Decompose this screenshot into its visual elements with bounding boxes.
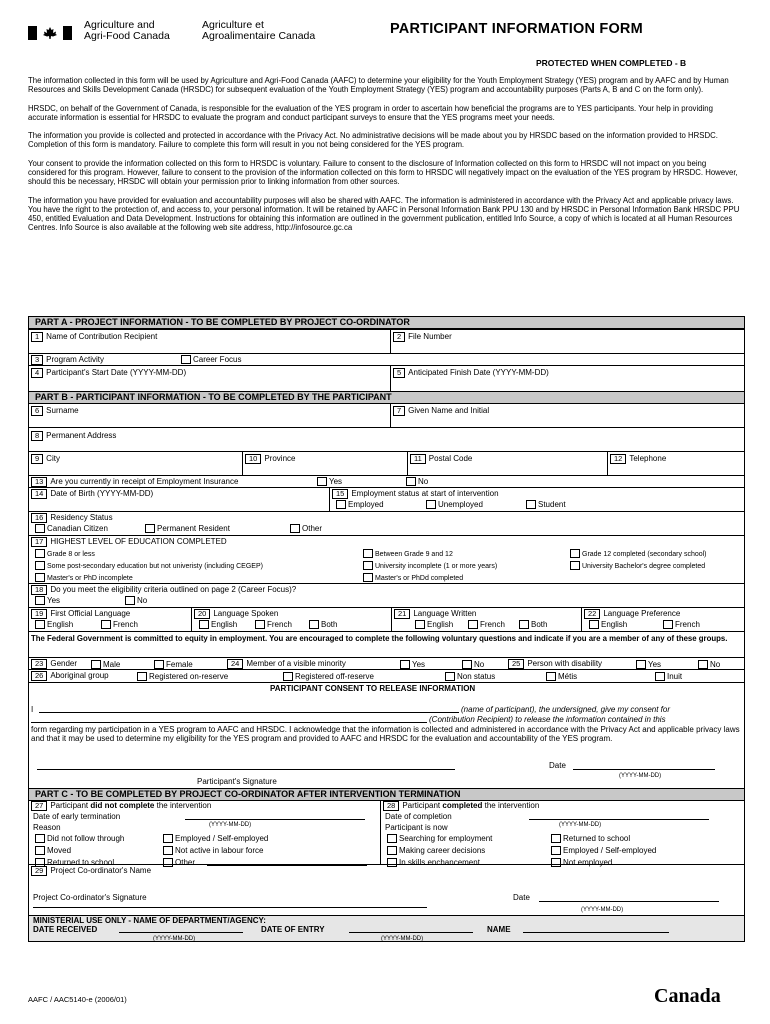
reason-employed-checkbox[interactable] — [163, 834, 173, 843]
aboriginal-inuit-checkbox[interactable] — [655, 672, 665, 681]
written-french-checkbox[interactable] — [468, 620, 478, 629]
student-checkbox[interactable] — [526, 500, 536, 509]
ed-grade8-checkbox[interactable] — [35, 549, 45, 558]
ed-masters-complete-checkbox[interactable] — [363, 573, 373, 582]
field-contribution-recipient[interactable]: Name of Contribution Recipient — [46, 332, 158, 341]
row-17: 17 HIGHEST LEVEL OF EDUCATION COMPLETED Grade 8 or less Between Grade 9 and 12 Grade 12 completed (secondary school) Some post-secondary education but not univeristy (including CEGEP) University incomplete (1 or more years) University Bachelor's degree completed Master's or PhD incomplete Master's or PhDd completed — [29, 535, 744, 583]
written-english-checkbox[interactable] — [415, 620, 425, 629]
reason-not-active-checkbox[interactable] — [163, 846, 173, 855]
reason-moved-checkbox[interactable] — [35, 846, 45, 855]
ei-no-checkbox[interactable] — [406, 477, 416, 486]
row-26: 26 Aboriginal group Registered on-reserve Registered off-reserve Non status Métis Inuit — [29, 669, 744, 682]
row-3: 3 Program Activity Career Focus — [29, 353, 744, 365]
now-career-decisions-checkbox[interactable] — [387, 846, 397, 855]
field-given-name[interactable]: Given Name and Initial — [408, 406, 490, 415]
field-file-number[interactable]: File Number — [408, 332, 452, 341]
consent-title: PARTICIPANT CONSENT TO RELEASE INFORMATION — [270, 684, 476, 693]
intro-paragraph: Your consent to provide the information collected on this form to HRSDC is voluntary. Failure to consent to the disclosure of Information collected on this form to HRSDC will not impact on you being considered for this program. However, failure to consent to the provision of the information collected on this form to HRSDC will negatively impact on the evaluation of the YES program by HRSDC. However, should this be necessary, HRSDC will obtain your permission prior to linking information from other sources. — [28, 159, 738, 187]
field-province[interactable]: Province — [264, 454, 296, 463]
intro-paragraph: The information you provide is collected and protected in accordance with the Privacy Act. No administrative decisions will be made about you by HRSDC based on the information provided to HRSDC. Completion of this form is mandatory. Failure to complete this form will result in you not being considered for the YES program. — [28, 131, 718, 150]
row-16: 16 Residency Status Canadian Citizen Permanent Resident Other — [29, 511, 744, 535]
row-29: 29 Project Co-ordinator's Name Project Co-ordinator's Signature Date (YYYY-MM-DD) — [29, 864, 744, 916]
field-permanent-address[interactable]: Permanent Address — [46, 431, 117, 440]
completion-date-line[interactable] — [529, 819, 709, 820]
recipient-name-line[interactable] — [31, 722, 427, 723]
eligible-no-checkbox[interactable] — [125, 596, 135, 605]
ed-masters-incomplete-checkbox[interactable] — [35, 573, 45, 582]
pref-english-checkbox[interactable] — [589, 620, 599, 629]
consent-body: form regarding my participation in a YES program to AAFC and HRSDC. I acknowledge that the information is collected and administered in accordance with the Privacy Act and applicable privacy laws and that it may be used to determine my eligibility for the YES program and provided to AAFC and HRSDC for the evaluation and accountability of the YES program. — [31, 725, 740, 744]
field-surname[interactable]: Surname — [46, 406, 79, 415]
equity-statement: The Federal Government is committed to equity in employment. You are encouraged to complete the following voluntary questions and indicate if you are a member of any of these groups. — [29, 631, 744, 657]
canadian-citizen-checkbox[interactable] — [35, 524, 45, 533]
employed-checkbox[interactable] — [336, 500, 346, 509]
row-6-7: 6 Surname 7 Given Name and Initial — [29, 403, 744, 427]
canada-wordmark: Canada — [654, 985, 721, 1007]
row-1-2: 1 Name of Contribution Recipient 2 File Number — [29, 329, 744, 353]
now-searching-checkbox[interactable] — [387, 834, 397, 843]
intro-paragraph: The information collected in this form will be used by Agriculture and Agri-Food Canada (AAFC) to determine your eligibility for the Youth Employment Strategy (YES) program and by AAFC and by Human Resources and Skills Development Canada (HRSDC) for subsequent evaluation of the Youth Employment Strategy (YES) program and accountability purposes (Parts A, B and C on the form only). — [28, 76, 729, 95]
row-9-12: 9 City 10 Province 11 Postal Code 12 Telephone — [29, 451, 744, 475]
date-received-line[interactable] — [119, 932, 243, 933]
intro-text — [28, 76, 744, 242]
form-title: PARTICIPANT INFORMATION FORM — [390, 21, 643, 37]
part-b-header: PART B - PARTICIPANT INFORMATION - TO BE COMPLETED BY THE PARTICIPANT — [29, 391, 744, 404]
dept-name-fr: Agriculture et Agroalimentaire Canada — [202, 19, 316, 42]
aboriginal-on-reserve-checkbox[interactable] — [137, 672, 147, 681]
canada-flag-icon — [28, 26, 72, 40]
row-13: 13 Are you currently in receipt of Employment Insurance Yes No — [29, 475, 744, 487]
other-residency-checkbox[interactable] — [290, 524, 300, 533]
ed-grade12-checkbox[interactable] — [570, 549, 580, 558]
now-employed-checkbox[interactable] — [551, 846, 561, 855]
unemployed-checkbox[interactable] — [426, 500, 436, 509]
field-coordinator-name[interactable]: Project Co-ordinator's Name — [50, 866, 152, 875]
intro-paragraph: The information you have provided for evaluation and accountability purposes will also be shared with AAFC. The information is administered in accordance with the Privacy Act and applicable privacy laws. You have the right to the protection of, and access to, your personal information. It will be retained by AAFC in Personal Information Bank PPU 130 and by HRSDC in Personal Information Bank HRSDC PPU 450, entitled Evaluation and Data Development. Instructions for obtaining this information are outlined in the government publication, entitled Info Source, a copy of which is located at all Human Resources Centres. Info Source is also available at the following web site address, http://infosource.gc.ca — [28, 195, 740, 233]
consent-section: PARTICIPANT CONSENT TO RELEASE INFORMATION I (name of participant), the undersigned, give my consent for (Contribution Recipient) to release the information contained in this form regarding my participation in a YES program to AAFC and HRSDC. I acknowledge that the information is collected and administered in accordance with the Privacy Act and applicable privacy laws and that it may be used to determine my eligibility for the YES program and provided to AAFC and HRSDC for the evaluation and accountability of the YES program. Date (YYYY-MM-DD) Participant's Signature — [29, 682, 744, 788]
spoken-french-checkbox[interactable] — [255, 620, 265, 629]
consent-date-line[interactable] — [573, 769, 715, 770]
row-19-22: 19 First Official Language English French 20 Language Spoken English French Both 21 Language Written English French Both 22 Language Preference English French — [29, 607, 744, 631]
ed-bachelor-checkbox[interactable] — [570, 561, 580, 570]
early-termination-date-line[interactable] — [185, 819, 365, 820]
part-a-header: PART A - PROJECT INFORMATION - TO BE COMPLETED BY PROJECT CO-ORDINATOR — [29, 317, 744, 329]
part-c-header: PART C - TO BE COMPLETED BY PROJECT CO-ORDINATOR AFTER INTERVENTION TERMINATION — [29, 788, 744, 801]
field-telephone[interactable]: Telephone — [629, 454, 667, 463]
ministerial-name-line[interactable] — [523, 932, 669, 933]
pref-french-checkbox[interactable] — [663, 620, 673, 629]
intro-paragraph: HRSDC, on behalf of the Government of Canada, is responsible for the evaluation of the YES program in order to ascertain how beneficial the programs are to YES participants. Your help in providing accurate information is essential for HRSDC to evaluate the program and conduct participant surveys to ensure that the YES programs meet your needs. — [28, 103, 713, 122]
participant-name-line[interactable] — [39, 712, 459, 713]
field-city[interactable]: City — [46, 454, 60, 463]
ed-univ-incomplete-checkbox[interactable] — [363, 561, 373, 570]
dept-name-en: Agriculture and Agri-Food Canada — [84, 19, 170, 42]
minority-no-checkbox[interactable] — [462, 660, 472, 669]
row-4-5: 4 Participant's Start Date (YYYY-MM-DD) 5 Anticipated Finish Date (YYYY-MM-DD) — [29, 365, 744, 391]
date-of-entry-line[interactable] — [349, 932, 473, 933]
ei-yes-checkbox[interactable] — [317, 477, 327, 486]
aboriginal-off-reserve-checkbox[interactable] — [283, 672, 293, 681]
field-finish-date[interactable]: Anticipated Finish Date (YYYY-MM-DD) — [408, 368, 549, 377]
disability-yes-checkbox[interactable] — [636, 660, 646, 669]
row-14-15: 14 Date of Birth (YYYY-MM-DD) 15 Employment status at start of intervention Employed Unemployed Student — [29, 487, 744, 511]
row-23-25: 23 Gender Male Female 24 Member of a visible minority Yes No 25 Person with disability Yes No — [29, 657, 744, 669]
spoken-english-checkbox[interactable] — [199, 620, 209, 629]
participant-signature-line[interactable] — [37, 769, 455, 770]
career-focus-checkbox[interactable] — [181, 355, 191, 364]
first-lang-english-checkbox[interactable] — [35, 620, 45, 629]
row-18: 18 Do you meet the eligibility criteria outlined on page 2 (Career Focus)? Yes No — [29, 583, 744, 607]
coordinator-date-line[interactable] — [539, 901, 719, 902]
aboriginal-metis-checkbox[interactable] — [546, 672, 556, 681]
eligible-yes-checkbox[interactable] — [35, 596, 45, 605]
first-lang-french-checkbox[interactable] — [101, 620, 111, 629]
written-both-checkbox[interactable] — [519, 620, 529, 629]
field-start-date[interactable]: Participant's Start Date (YYYY-MM-DD) — [46, 368, 187, 377]
ed-postsecondary-checkbox[interactable] — [35, 561, 45, 570]
form-code: AAFC / AAC5140-e (2006/01) — [28, 995, 127, 1004]
row-27-28: 27 Participant did not complete the intervention Date of early termination (YYYY-MM-DD) Reason Did not follow through Moved Returned to school Employed / Self-employed Not active in labour force Other 28 Participant completed the intervention Date of completion (YYYY-MM-DD) Participant is now Searching for employment Making career decisions In skills enchancement Returned to school Employed / Self-employed Not employed — [29, 800, 744, 864]
now-returned-school-checkbox[interactable] — [551, 834, 561, 843]
field-date-of-birth[interactable]: Date of Birth (YYYY-MM-DD) — [50, 489, 154, 498]
reason-did-not-follow-checkbox[interactable] — [35, 834, 45, 843]
aboriginal-non-status-checkbox[interactable] — [445, 672, 455, 681]
field-postal-code[interactable]: Postal Code — [428, 454, 473, 463]
minority-yes-checkbox[interactable] — [400, 660, 410, 669]
permanent-resident-checkbox[interactable] — [145, 524, 155, 533]
disability-no-checkbox[interactable] — [698, 660, 708, 669]
spoken-both-checkbox[interactable] — [309, 620, 319, 629]
field-program-activity: Program Activity — [46, 355, 104, 364]
ministerial-section: MINISTERIAL USE ONLY - NAME OF DEPARTMENT/AGENCY: DATE RECEIVED (YYYY-MM-DD) DATE OF ENTRY (YYYY-MM-DD) NAME — [29, 915, 744, 942]
gender-female-checkbox[interactable] — [154, 660, 164, 669]
row-8: 8 Permanent Address — [29, 427, 744, 451]
gender-male-checkbox[interactable] — [91, 660, 101, 669]
coordinator-signature-line[interactable] — [33, 907, 427, 908]
protected-label: PROTECTED WHEN COMPLETED - B — [536, 58, 687, 68]
ed-grade9-12-checkbox[interactable] — [363, 549, 373, 558]
form-body — [28, 316, 745, 942]
